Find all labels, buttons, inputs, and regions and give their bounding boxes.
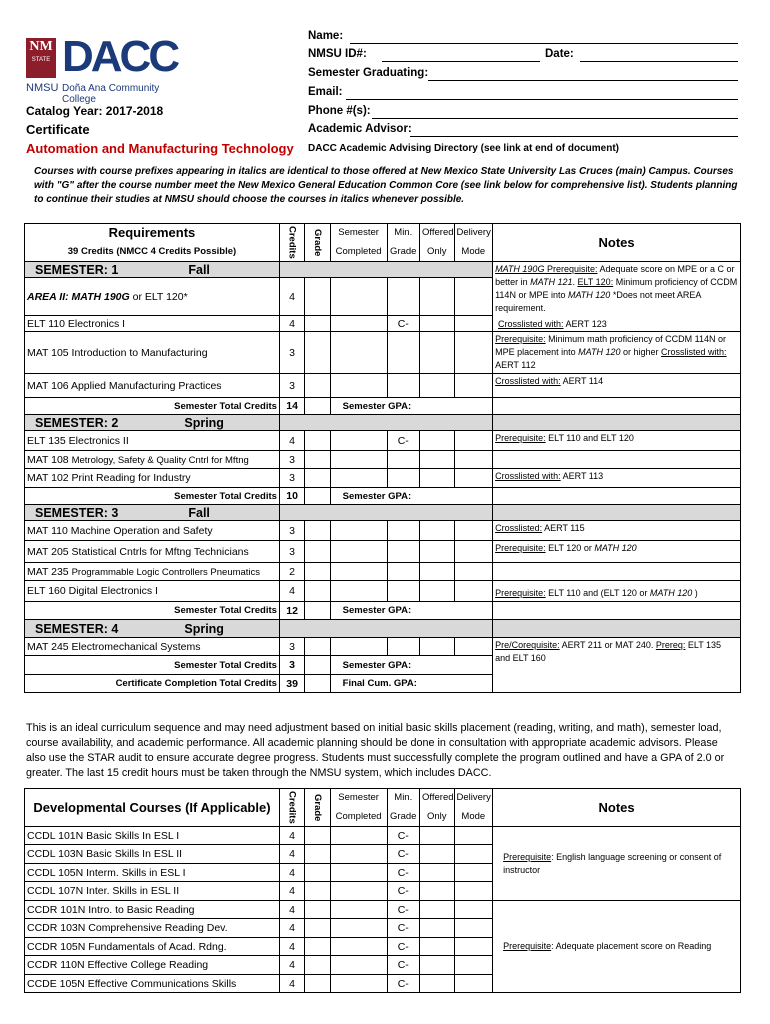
grade-cell[interactable] <box>305 901 330 919</box>
dev-notes-header: Notes <box>493 789 741 827</box>
dev-course: CCDL 101N Basic Skills In ESL I <box>25 827 280 845</box>
grade-cell[interactable] <box>305 563 330 581</box>
certificate-type: Certificate <box>26 122 90 137</box>
grade-cell[interactable] <box>305 882 330 901</box>
completed-cell[interactable] <box>330 975 387 993</box>
course-area2: AREA II: MATH 190G or ELT 120* <box>25 278 280 316</box>
date-field[interactable] <box>580 61 738 62</box>
semester-4-total-label: Semester Total Credits <box>25 656 280 675</box>
course-mat108: MAT 108 Metrology, Safety & Quality Cntrl for Mftng <box>25 451 280 469</box>
grade-cell[interactable] <box>305 919 330 938</box>
semester-2-total-label: Semester Total Credits <box>25 488 280 505</box>
name-label: Name: <box>308 30 344 42</box>
semester-header: Semester <box>330 224 387 242</box>
grade-cell[interactable] <box>305 827 330 845</box>
completed-cell[interactable] <box>330 374 387 398</box>
grade-cell[interactable] <box>305 638 330 656</box>
note-mat106: Crosslisted with: AERT 114 <box>493 374 741 398</box>
certificate-total: 39 <box>279 675 304 693</box>
completed-cell[interactable] <box>330 541 387 563</box>
completed-cell[interactable] <box>330 278 387 316</box>
credits: 3 <box>279 541 304 563</box>
credits: 4 <box>279 316 304 332</box>
dev-only-header: Only <box>420 807 455 827</box>
completed-cell[interactable] <box>330 882 387 901</box>
min-grade: C- <box>387 975 419 993</box>
program-title: Automation and Manufacturing Technology <box>26 141 294 156</box>
phone-label: Phone #(s): <box>308 105 371 117</box>
min-grade: C- <box>387 316 419 332</box>
phone-field[interactable] <box>372 118 738 119</box>
note-elt160: Prerequisite: ELT 110 and (ELT 120 or MATH 120 ) <box>493 581 741 602</box>
logo-dacc: DACC <box>62 32 178 81</box>
date-label: Date: <box>545 48 574 60</box>
semester-4-header: SEMESTER: 4 Spring <box>25 620 280 638</box>
semester-4-gpa: Semester GPA: <box>330 656 492 675</box>
semgrad-field[interactable] <box>428 80 738 81</box>
dev-course: CCDL 107N Inter. Skills in ESL II <box>25 882 280 901</box>
logo-nm: NM <box>29 39 53 54</box>
completed-cell[interactable] <box>330 451 387 469</box>
course-mat106: MAT 106 Applied Manufacturing Practices <box>25 374 280 398</box>
grade-cell[interactable] <box>305 278 330 316</box>
credits: 3 <box>279 451 304 469</box>
mode-header: Mode <box>454 242 493 262</box>
logo-nmsu: NMSU <box>26 82 59 94</box>
dev-grade-header: Grade <box>305 789 330 827</box>
completed-header: Completed <box>330 242 387 262</box>
grade-cell[interactable] <box>305 431 330 451</box>
note-mat105: Prerequisite: Minimum math proficiency of CCDM 114N or MPE placement into MATH 120 or higher Crosslisted with: AERT 112 <box>493 332 741 374</box>
grade-cell[interactable] <box>305 316 330 332</box>
completed-cell[interactable] <box>330 332 387 374</box>
credits: 3 <box>279 521 304 541</box>
semester-3-gpa: Semester GPA: <box>330 602 492 620</box>
semester-3-total: 12 <box>279 602 304 620</box>
min-grade: C- <box>387 827 419 845</box>
semester-2-gpa: Semester GPA: <box>330 488 492 505</box>
semester-1-total: 14 <box>279 398 304 415</box>
min-grade: C- <box>387 882 419 901</box>
logo-college: Doña Ana Community College <box>62 83 160 105</box>
grade-header: Grade <box>305 224 330 262</box>
grade-cell[interactable] <box>305 332 330 374</box>
completed-cell[interactable] <box>330 956 387 975</box>
final-gpa: Final Cum. GPA: <box>330 675 492 693</box>
advising-directory: DACC Academic Advising Directory (see link at end of document) <box>308 143 619 154</box>
course-mat235: MAT 235 Programmable Logic Controllers Pneumatics <box>25 563 280 581</box>
credits: 4 <box>279 581 304 602</box>
min-grade: C- <box>387 845 419 864</box>
min-grade: C- <box>387 864 419 882</box>
dev-completed-header: Completed <box>330 807 387 827</box>
credits: 3 <box>279 469 304 488</box>
course-elt135: ELT 135 Electronics II <box>25 431 280 451</box>
completed-cell[interactable] <box>330 563 387 581</box>
credits: 4 <box>279 882 304 901</box>
min-grade: C- <box>387 919 419 938</box>
note-elt110: Crosslisted with: AERT 123 <box>498 319 607 329</box>
note-math190: MATH 190G Prerequisite: Adequate score on MPE or a C or better in MATH 121. ELT 120: Minimum proficiency of CCDM 114N or MPE into MATH 120 *Does not meet AREA requirement. <box>493 262 741 332</box>
email-label: Email: <box>308 86 343 98</box>
completed-cell[interactable] <box>330 431 387 451</box>
dev-course: CCDL 105N Interm. Skills in ESL I <box>25 864 280 882</box>
min-grade: C- <box>387 938 419 956</box>
credits: 3 <box>279 374 304 398</box>
advisory-paragraph: This is an ideal curriculum sequence and may need adjustment based on initial basic skills placement (reading, writing, and math), semester load, course availability, and academic performance. All academic planning should be done in consultation with appropriate academic advisors. Please also use the STAR audit to ensure accurate degree progress. Students must successfully complete the program outlined and have a GPA of 2.0 or greater. The last 15 credit hours must be taken through the NMSU system, which includes DACC. <box>26 722 725 779</box>
dev-course: CCDR 110N Effective College Reading <box>25 956 280 975</box>
note-mat102: Crosslisted with: AERT 113 <box>493 469 741 488</box>
credits: 3 <box>279 638 304 656</box>
delivery-header: Delivery <box>454 224 493 242</box>
completed-cell[interactable] <box>330 469 387 488</box>
credits-possible: 39 Credits (NMCC 4 Credits Possible) <box>25 242 280 262</box>
id-label: NMSU ID#: <box>308 48 367 60</box>
semester-3-header: SEMESTER: 3 Fall <box>25 505 280 521</box>
dev-course: CCDL 103N Basic Skills In ESL II <box>25 845 280 864</box>
semgrad-label: Semester Graduating: <box>308 67 429 79</box>
grade-cell[interactable] <box>305 956 330 975</box>
dev-course: CCDR 103N Comprehensive Reading Dev. <box>25 919 280 938</box>
credits: 2 <box>279 563 304 581</box>
grade-cell[interactable] <box>305 374 330 398</box>
id-field[interactable] <box>382 61 540 62</box>
offered-header: Offered <box>420 224 455 242</box>
advisor-label: Academic Advisor: <box>308 123 412 135</box>
credits-header: Credits <box>279 224 304 262</box>
completed-cell[interactable] <box>330 521 387 541</box>
semester-2-total: 10 <box>279 488 304 505</box>
completed-cell[interactable] <box>330 316 387 332</box>
dev-offered-header: Offered <box>420 789 455 807</box>
completed-cell[interactable] <box>330 827 387 845</box>
completed-cell[interactable] <box>330 901 387 919</box>
course-mat205: MAT 205 Statistical Cntrls for Mftng Technicians <box>25 541 280 563</box>
advisor-field[interactable] <box>410 136 738 137</box>
grade-cell[interactable] <box>305 845 330 864</box>
logo-state: STATE <box>31 57 51 63</box>
completed-cell[interactable] <box>330 845 387 864</box>
dev-note-reading: Prerequisite: Adequate placement score on Reading <box>493 901 741 993</box>
credits: 4 <box>279 827 304 845</box>
credits: 4 <box>279 864 304 882</box>
credits: 3 <box>279 332 304 374</box>
logo <box>26 32 186 105</box>
min-header: Min. <box>387 224 419 242</box>
grade-cell[interactable] <box>305 975 330 993</box>
dev-credits-header: Credits <box>279 789 304 827</box>
note-elt135: Prerequisite: ELT 110 and ELT 120 <box>493 431 741 451</box>
min-grade: C- <box>387 431 419 451</box>
mingrade-header: Grade <box>387 242 419 262</box>
course-mat105: MAT 105 Introduction to Manufacturing <box>25 332 280 374</box>
min-grade: C- <box>387 901 419 919</box>
course-mat110: MAT 110 Machine Operation and Safety <box>25 521 280 541</box>
credits: 4 <box>279 975 304 993</box>
course-mat102: MAT 102 Print Reading for Industry <box>25 469 280 488</box>
grade-cell[interactable] <box>305 521 330 541</box>
completed-cell[interactable] <box>330 864 387 882</box>
catalog-year: Catalog Year: 2017-2018 <box>26 104 164 118</box>
grade-cell[interactable] <box>305 469 330 488</box>
grade-cell[interactable] <box>305 864 330 882</box>
only-header: Only <box>420 242 455 262</box>
course-elt110: ELT 110 Electronics I <box>25 316 280 332</box>
dev-note-esl: Prerequisite: English language screening or consent of instructor <box>493 827 741 901</box>
credits: 4 <box>279 431 304 451</box>
semester-1-total-label: Semester Total Credits <box>25 398 280 415</box>
requirements-header: Requirements <box>25 224 280 242</box>
grade-cell[interactable] <box>305 581 330 602</box>
course-mat245: MAT 245 Electromechanical Systems <box>25 638 280 656</box>
semester-1-gpa: Semester GPA: <box>330 398 492 415</box>
note-mat205: Prerequisite: ELT 120 or MATH 120 <box>493 541 741 563</box>
credits: 4 <box>279 845 304 864</box>
email-field[interactable] <box>346 99 738 100</box>
dev-min-header: Min. <box>387 789 419 807</box>
intro-text: Courses with course prefixes appearing in italics are identical to those offered at New Mexico State University Las Cruces (main) Campus. Courses with "G" after the course number meet the New Mexico General Education Common Core (see link below for comprehensive list). Students planning to continue their studies at NMSU should choose the courses in italics whenever possible. <box>34 166 738 205</box>
credits: 4 <box>279 938 304 956</box>
dev-semester-header: Semester <box>330 789 387 807</box>
credits: 4 <box>279 901 304 919</box>
grade-cell[interactable] <box>305 541 330 563</box>
min-grade: C- <box>387 956 419 975</box>
note-mat110: Crosslisted: AERT 115 <box>493 521 741 541</box>
notes-header: Notes <box>493 224 741 262</box>
completed-cell[interactable] <box>330 919 387 938</box>
grade-cell[interactable] <box>305 938 330 956</box>
developmental-table <box>24 788 741 993</box>
dev-course: CCDR 105N Fundamentals of Acad. Rdng. <box>25 938 280 956</box>
dev-course: CCDR 101N Intro. to Basic Reading <box>25 901 280 919</box>
dev-mingrade-header: Grade <box>387 807 419 827</box>
credits: 4 <box>279 919 304 938</box>
credits: 4 <box>279 278 304 316</box>
name-field[interactable] <box>350 43 738 44</box>
semester-4-total: 3 <box>279 656 304 675</box>
credits: 4 <box>279 956 304 975</box>
developmental-title: Developmental Courses (If Applicable) <box>25 789 280 827</box>
completed-cell[interactable] <box>330 638 387 656</box>
semester-3-total-label: Semester Total Credits <box>25 602 280 620</box>
semester-1-header: SEMESTER: 1 Fall <box>25 262 280 278</box>
dev-delivery-header: Delivery <box>454 789 493 807</box>
requirements-table <box>24 223 741 693</box>
dev-course: CCDE 105N Effective Communications Skills <box>25 975 280 993</box>
course-elt160: ELT 160 Digital Electronics I <box>25 581 280 602</box>
certificate-total-label: Certificate Completion Total Credits <box>25 675 280 693</box>
completed-cell[interactable] <box>330 938 387 956</box>
completed-cell[interactable] <box>330 581 387 602</box>
note-mat245: Pre/Corequisite: AERT 211 or MAT 240. Prereq: ELT 135 and ELT 160 <box>493 638 741 693</box>
semester-2-header: SEMESTER: 2 Spring <box>25 415 280 431</box>
grade-cell[interactable] <box>305 451 330 469</box>
dev-mode-header: Mode <box>454 807 493 827</box>
